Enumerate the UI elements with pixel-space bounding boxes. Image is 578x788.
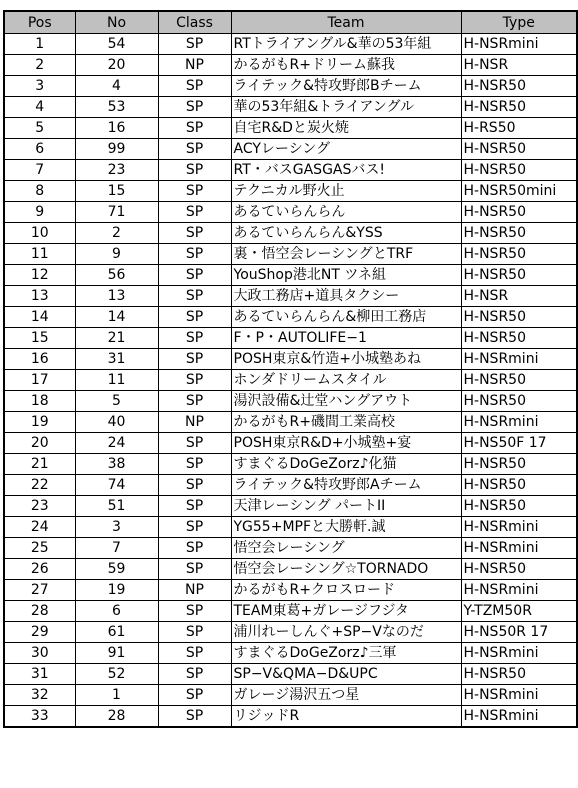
table-row (4, 433, 577, 454)
cell-type: H-NSR (461, 286, 577, 307)
cell-pos: 29 (4, 622, 75, 643)
cell-team: ライテック&特攻野郎Aチーム (231, 475, 461, 496)
cell-team: あるていらんらん&YSS (231, 223, 461, 244)
cell-team: 天津レーシング パートII (231, 496, 461, 517)
cell-type: H-NS50R 17 (461, 622, 577, 643)
cell-team: YouShop港北NT ツネ組 (231, 265, 461, 286)
cell-class: NP (158, 55, 231, 76)
cell-pos: 4 (4, 97, 75, 118)
results-body (4, 34, 577, 728)
cell-no: 3 (75, 517, 158, 538)
cell-class: SP (158, 538, 231, 559)
table-row (4, 685, 577, 706)
cell-team: TEAM東葛+ガレージフジタ (231, 601, 461, 622)
cell-no: 56 (75, 265, 158, 286)
cell-type: H-NSRmini (461, 349, 577, 370)
cell-pos: 17 (4, 370, 75, 391)
header-row (4, 11, 577, 34)
table-row (4, 286, 577, 307)
cell-class: SP (158, 685, 231, 706)
table-row (4, 202, 577, 223)
cell-pos: 22 (4, 475, 75, 496)
cell-team: POSH東京&竹造+小城塾あね (231, 349, 461, 370)
cell-pos: 10 (4, 223, 75, 244)
cell-no: 52 (75, 664, 158, 685)
header-no: No (75, 11, 158, 34)
table-row (4, 475, 577, 496)
cell-pos: 3 (4, 76, 75, 97)
cell-pos: 24 (4, 517, 75, 538)
cell-type: H-NSR50 (461, 139, 577, 160)
cell-pos: 13 (4, 286, 75, 307)
table-row (4, 181, 577, 202)
cell-type: H-RS50 (461, 118, 577, 139)
cell-class: SP (158, 97, 231, 118)
cell-no: 14 (75, 307, 158, 328)
cell-team: 湯沢設備&辻堂ハングアウト (231, 391, 461, 412)
cell-team: 裏・悟空会レーシングとTRF (231, 244, 461, 265)
table-row (4, 160, 577, 181)
cell-no: 54 (75, 34, 158, 55)
cell-pos: 1 (4, 34, 75, 55)
cell-class: NP (158, 412, 231, 433)
cell-type: H-NSR50 (461, 244, 577, 265)
cell-type: H-NSRmini (461, 643, 577, 664)
table-row (4, 391, 577, 412)
cell-class: SP (158, 706, 231, 728)
cell-no: 16 (75, 118, 158, 139)
cell-class: SP (158, 118, 231, 139)
table-row (4, 706, 577, 728)
cell-pos: 32 (4, 685, 75, 706)
cell-type: Y-TZM50R (461, 601, 577, 622)
cell-pos: 16 (4, 349, 75, 370)
cell-team: ACYレーシング (231, 139, 461, 160)
table-row (4, 643, 577, 664)
cell-team: YG55+MPFと大勝軒.誠 (231, 517, 461, 538)
cell-type: H-NSRmini (461, 685, 577, 706)
cell-team: RTトライアングル&華の53年組 (231, 34, 461, 55)
cell-team: 浦川れーしんぐ+SP−Vなのだ (231, 622, 461, 643)
cell-class: SP (158, 349, 231, 370)
cell-pos: 19 (4, 412, 75, 433)
cell-type: H-NSR50 (461, 454, 577, 475)
cell-no: 9 (75, 244, 158, 265)
cell-pos: 5 (4, 118, 75, 139)
cell-no: 91 (75, 643, 158, 664)
cell-class: SP (158, 370, 231, 391)
cell-no: 99 (75, 139, 158, 160)
cell-class: SP (158, 244, 231, 265)
cell-type: H-NSR50 (461, 664, 577, 685)
cell-class: SP (158, 34, 231, 55)
cell-type: H-NS50F 17 (461, 433, 577, 454)
cell-type: H-NSR50mini (461, 181, 577, 202)
cell-class: SP (158, 328, 231, 349)
table-row (4, 622, 577, 643)
cell-team: すまぐるDoGeZorz♪三軍 (231, 643, 461, 664)
table-row (4, 223, 577, 244)
table-row (4, 118, 577, 139)
table-row (4, 580, 577, 601)
cell-class: SP (158, 265, 231, 286)
cell-type: H-NSR50 (461, 223, 577, 244)
cell-no: 2 (75, 223, 158, 244)
cell-pos: 6 (4, 139, 75, 160)
cell-no: 53 (75, 97, 158, 118)
table-row (4, 664, 577, 685)
cell-class: SP (158, 454, 231, 475)
cell-pos: 12 (4, 265, 75, 286)
cell-class: SP (158, 601, 231, 622)
cell-team: テクニカル野火止 (231, 181, 461, 202)
table-row (4, 496, 577, 517)
cell-no: 7 (75, 538, 158, 559)
cell-team: ライテック&特攻野郎Bチーム (231, 76, 461, 97)
table-row (4, 244, 577, 265)
cell-team: かるがもR+クロスロード (231, 580, 461, 601)
table-row (4, 34, 577, 55)
cell-no: 11 (75, 370, 158, 391)
cell-class: SP (158, 433, 231, 454)
cell-pos: 9 (4, 202, 75, 223)
table-row (4, 139, 577, 160)
cell-team: RT・バスGASGASバス! (231, 160, 461, 181)
cell-no: 20 (75, 55, 158, 76)
cell-no: 5 (75, 391, 158, 412)
cell-team: 大政工務店+道具タクシー (231, 286, 461, 307)
cell-team: 悟空会レーシング☆TORNADO (231, 559, 461, 580)
cell-pos: 28 (4, 601, 75, 622)
cell-pos: 27 (4, 580, 75, 601)
cell-no: 24 (75, 433, 158, 454)
cell-pos: 14 (4, 307, 75, 328)
cell-pos: 18 (4, 391, 75, 412)
cell-no: 19 (75, 580, 158, 601)
cell-team: POSH東京R&D+小城塾+宴 (231, 433, 461, 454)
cell-no: 1 (75, 685, 158, 706)
cell-team: SP−V&QMA−D&UPC (231, 664, 461, 685)
cell-team: かるがもR+磯間工業高校 (231, 412, 461, 433)
cell-type: H-NSRmini (461, 412, 577, 433)
cell-no: 15 (75, 181, 158, 202)
cell-no: 6 (75, 601, 158, 622)
cell-pos: 26 (4, 559, 75, 580)
cell-no: 31 (75, 349, 158, 370)
cell-class: SP (158, 559, 231, 580)
table-row (4, 538, 577, 559)
cell-no: 23 (75, 160, 158, 181)
cell-pos: 11 (4, 244, 75, 265)
cell-team: 悟空会レーシング (231, 538, 461, 559)
cell-class: SP (158, 181, 231, 202)
cell-type: H-NSRmini (461, 580, 577, 601)
cell-pos: 30 (4, 643, 75, 664)
cell-class: SP (158, 475, 231, 496)
cell-class: SP (158, 496, 231, 517)
cell-no: 28 (75, 706, 158, 728)
results-table (3, 10, 578, 728)
cell-pos: 31 (4, 664, 75, 685)
cell-pos: 8 (4, 181, 75, 202)
cell-type: H-NSR (461, 55, 577, 76)
cell-no: 59 (75, 559, 158, 580)
cell-class: SP (158, 643, 231, 664)
cell-type: H-NSR50 (461, 76, 577, 97)
cell-team: あるていらんらん&柳田工務店 (231, 307, 461, 328)
cell-pos: 15 (4, 328, 75, 349)
cell-team: F・P・AUTOLIFE−1 (231, 328, 461, 349)
table-row (4, 349, 577, 370)
table-row (4, 601, 577, 622)
cell-type: H-NSR50 (461, 307, 577, 328)
table-row (4, 97, 577, 118)
table-row (4, 454, 577, 475)
cell-no: 13 (75, 286, 158, 307)
cell-pos: 25 (4, 538, 75, 559)
cell-team: 自宅R&Dと炭火焼 (231, 118, 461, 139)
cell-team: 華の53年組&トライアングル (231, 97, 461, 118)
cell-class: NP (158, 580, 231, 601)
cell-pos: 20 (4, 433, 75, 454)
cell-class: SP (158, 517, 231, 538)
cell-type: H-NSR50 (461, 496, 577, 517)
table-row (4, 370, 577, 391)
cell-type: H-NSR50 (461, 160, 577, 181)
cell-type: H-NSR50 (461, 265, 577, 286)
cell-type: H-NSR50 (461, 202, 577, 223)
cell-pos: 7 (4, 160, 75, 181)
cell-type: H-NSRmini (461, 706, 577, 728)
cell-type: H-NSR50 (461, 370, 577, 391)
cell-class: SP (158, 223, 231, 244)
table-row (4, 265, 577, 286)
header-class: Class (158, 11, 231, 34)
cell-team: ガレージ湯沢五つ星 (231, 685, 461, 706)
cell-no: 74 (75, 475, 158, 496)
cell-pos: 33 (4, 706, 75, 728)
cell-type: H-NSR50 (461, 391, 577, 412)
cell-pos: 2 (4, 55, 75, 76)
cell-class: SP (158, 160, 231, 181)
cell-type: H-NSR50 (461, 475, 577, 496)
cell-pos: 21 (4, 454, 75, 475)
cell-team: すまぐるDoGeZorz♪化猫 (231, 454, 461, 475)
cell-type: H-NSR50 (461, 97, 577, 118)
cell-class: SP (158, 286, 231, 307)
cell-team: リジッドR (231, 706, 461, 728)
cell-type: H-NSRmini (461, 517, 577, 538)
cell-type: H-NSRmini (461, 538, 577, 559)
table-row (4, 328, 577, 349)
table-row (4, 559, 577, 580)
table-row (4, 517, 577, 538)
cell-class: SP (158, 664, 231, 685)
cell-class: SP (158, 76, 231, 97)
cell-type: H-NSRmini (461, 34, 577, 55)
cell-no: 40 (75, 412, 158, 433)
cell-type: H-NSR50 (461, 559, 577, 580)
header-team: Team (231, 11, 461, 34)
header-pos: Pos (4, 11, 75, 34)
cell-class: SP (158, 391, 231, 412)
cell-team: あるていらんらん (231, 202, 461, 223)
table-row (4, 76, 577, 97)
cell-team: ホンダドリームスタイル (231, 370, 461, 391)
cell-no: 71 (75, 202, 158, 223)
table-row (4, 307, 577, 328)
cell-class: SP (158, 622, 231, 643)
cell-no: 21 (75, 328, 158, 349)
cell-type: H-NSR50 (461, 328, 577, 349)
table-row (4, 55, 577, 76)
cell-class: SP (158, 202, 231, 223)
cell-no: 4 (75, 76, 158, 97)
cell-team: かるがもR+ドリーム蘇我 (231, 55, 461, 76)
cell-pos: 23 (4, 496, 75, 517)
table-row (4, 412, 577, 433)
cell-class: SP (158, 307, 231, 328)
cell-no: 38 (75, 454, 158, 475)
cell-no: 61 (75, 622, 158, 643)
header-type: Type (461, 11, 577, 34)
cell-no: 51 (75, 496, 158, 517)
cell-class: SP (158, 139, 231, 160)
